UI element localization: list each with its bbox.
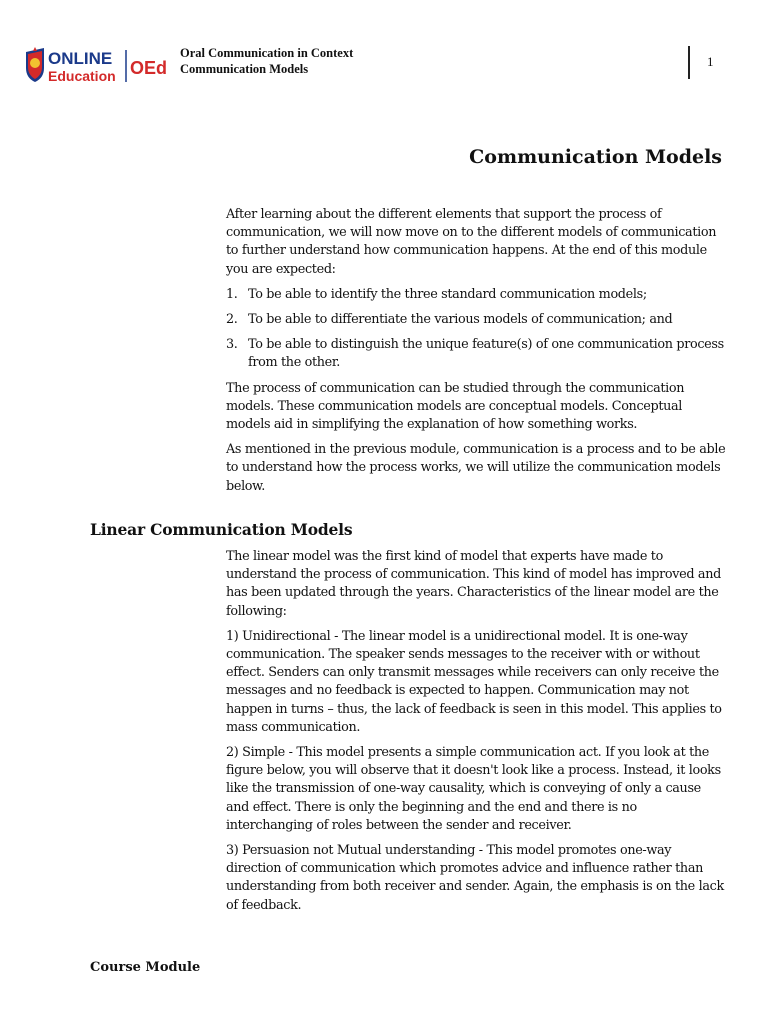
characteristic-unidirectional: 1) Unidirectional - The linear model is a unidirectional model. It is one-way communication. The speaker sends messages to the receiver with or without effect. Senders can only transmit messages while receivers can only receive the messages and no feedback is expected to happen. Communication may not happen in turns – thus, the lack of feedback is seen in this model. This applies to mass communication. (226, 628, 722, 735)
characteristic-simple: 2) Simple - This model presents a simple communication act. If you look at the figure below, you will observe that it doesn't look like a process. Instead, it looks like the transmission of one-way causality, which is conveying of only a cause and effect. There is only the beginning and the end and there is no interchanging of roles between the sender and receiver. (226, 745, 721, 833)
logo-graphic (24, 44, 174, 84)
objectives-list (226, 286, 726, 373)
page-title: Communication Models (469, 146, 722, 168)
course-title: Oral Communication in Context (180, 46, 354, 60)
footer-label: Course Module (90, 960, 201, 975)
linear-intro-paragraph: The linear model was the first kind of model that experts have made to understand the process of communication. This kind of model has improved and has been updated through the years. Characteristics of the linear model are the following: (226, 549, 721, 619)
page-number: 1 (707, 54, 714, 69)
list-item (226, 336, 726, 372)
list-number: 1. (226, 286, 238, 302)
characteristic-persuasion: 3) Persuasion not Mutual understanding - This model promotes one-way direction of communication which promotes advice and influence rather than understanding from both receiver and sender. Again, the emphasis is on the lack of feedback. (226, 843, 724, 913)
list-item (226, 311, 726, 329)
online-education-logo (24, 44, 174, 84)
list-text: To be able to identify the three standard communication models; (248, 286, 647, 302)
conceptual-models-paragraph: The process of communication can be studied through the communication models. These communication models are conceptual models. Conceptual models aid in simplifying the explanation of how something works. (226, 380, 685, 433)
logo-education-text: Education (48, 68, 116, 84)
header-divider (688, 46, 690, 79)
intro-paragraph: After learning about the different elements that support the process of communication, we will now move on to the different models of communication to further understand how communication happens. At the end of this module you are expected: (226, 207, 717, 277)
previous-module-paragraph: As mentioned in the previous module, communication is a process and to be able to understand how the process works, we will utilize the communication models below. (226, 442, 726, 494)
section-heading-linear: Linear Communication Models (90, 520, 353, 539)
header-titles (180, 45, 353, 77)
page-header (24, 40, 744, 90)
list-number: 3. (226, 337, 238, 353)
list-number: 2. (226, 312, 238, 328)
logo-oed-text: OEd (130, 58, 168, 78)
list-item (226, 286, 726, 304)
list-text: To be able to differentiate the various models of communication; and (248, 312, 673, 328)
logo-online-text: ONLINE (48, 49, 113, 68)
list-text: To be able to distinguish the unique feature(s) of one communication process from the other. (248, 337, 724, 371)
linear-section (226, 548, 726, 922)
module-title: Communication Models (180, 62, 309, 76)
intro-section (226, 206, 726, 503)
